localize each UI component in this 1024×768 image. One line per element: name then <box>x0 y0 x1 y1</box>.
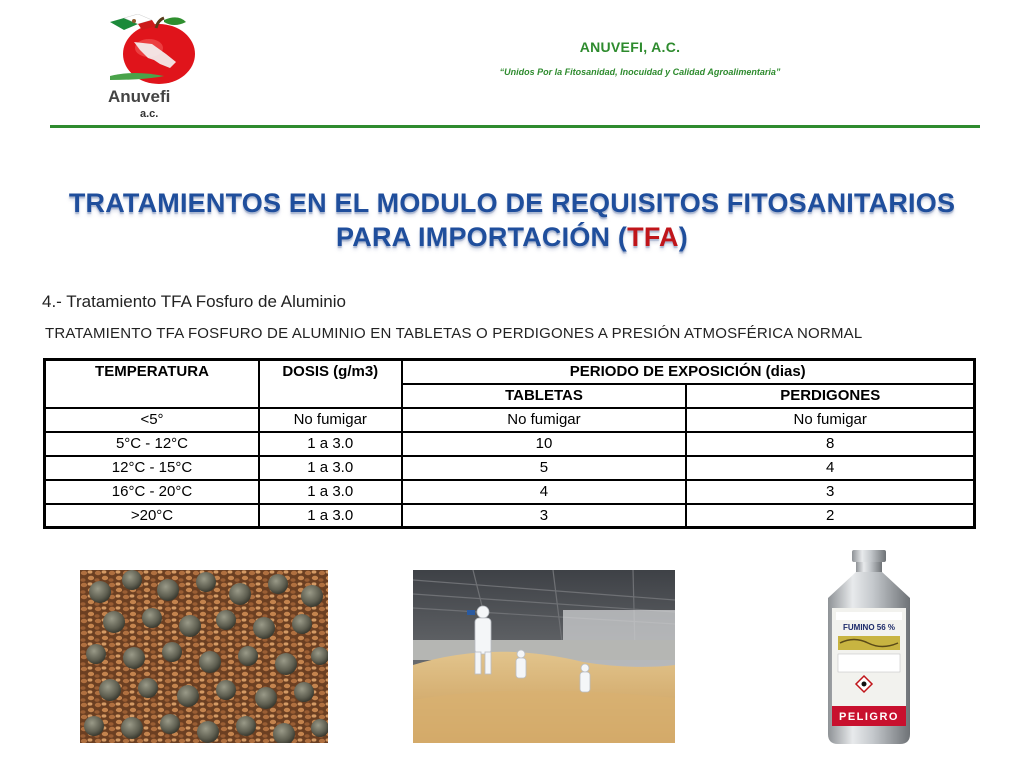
cell-pellets: 3 <box>686 480 974 504</box>
header-exposure-period: PERIODO DE EXPOSICIÓN (dias) <box>402 360 975 384</box>
title-line-1: TRATAMIENTOS EN EL MODULO DE REQUISITOS FITOSANITARIOS <box>68 188 956 218</box>
cell-tablets: 10 <box>402 432 687 456</box>
title-line-2-suffix: ) <box>678 222 688 252</box>
cell-dose: 1 a 3.0 <box>259 456 402 480</box>
logo-subtext: a.c. <box>140 108 159 120</box>
cell-dose: No fumigar <box>259 408 402 432</box>
table-row <box>45 408 975 432</box>
cell-tablets: No fumigar <box>402 408 687 432</box>
organization-slogan: “Unidos Por la Fitosanidad, Inocuidad y Calidad Agroalimentaria” <box>499 67 781 77</box>
cell-temperature: 5°C - 12°C <box>45 432 259 456</box>
header-tablets: TABLETAS <box>402 384 687 408</box>
cell-tablets: 4 <box>402 480 687 504</box>
organization-name: ANUVEFI, A.C. <box>579 39 681 55</box>
header-temperature: TEMPERATURA <box>45 360 259 408</box>
pellets-photo <box>80 570 328 743</box>
cell-pellets: 2 <box>686 504 974 528</box>
cell-tablets: 3 <box>402 504 687 528</box>
cell-pellets: 4 <box>686 456 974 480</box>
cell-dose: 1 a 3.0 <box>259 480 402 504</box>
section-subheading: TRATAMIENTO TFA FOSFURO DE ALUMINIO EN TABLETAS O PERDIGONES A PRESIÓN ATMOSFÉRICA NORMAL <box>45 325 863 342</box>
cell-temperature: 12°C - 15°C <box>45 456 259 480</box>
cell-pellets: No fumigar <box>686 408 974 432</box>
cell-dose: 1 a 3.0 <box>259 504 402 528</box>
warehouse-photo <box>413 570 675 743</box>
page-title <box>40 186 984 254</box>
header-divider <box>50 125 980 128</box>
header-pellets: PERDIGONES <box>686 384 974 408</box>
cell-tablets: 5 <box>402 456 687 480</box>
cell-temperature: >20°C <box>45 504 259 528</box>
title-line-2 <box>40 220 984 254</box>
bottle-brand-label: FUMINO 56 % <box>842 623 896 632</box>
anuvefi-logo <box>104 14 204 124</box>
table-row <box>45 432 975 456</box>
cell-temperature: 16°C - 20°C <box>45 480 259 504</box>
table-row <box>45 504 975 528</box>
bottle-danger-label: PELIGRO <box>838 711 900 723</box>
table-row <box>45 480 975 504</box>
cell-dose: 1 a 3.0 <box>259 432 402 456</box>
table-row <box>45 456 975 480</box>
logo-wordmark: Anuvefi <box>108 87 171 106</box>
fumigant-bottle-photo <box>814 548 924 748</box>
title-line-2-prefix: PARA IMPORTACIÓN ( <box>336 222 628 252</box>
cell-temperature: <5° <box>45 408 259 432</box>
cell-pellets: 8 <box>686 432 974 456</box>
treatment-table <box>43 358 976 529</box>
header-dose: DOSIS (g/m3) <box>259 360 402 408</box>
title-acronym: TFA <box>627 222 679 252</box>
section-heading: 4.- Tratamiento TFA Fosfuro de Aluminio <box>42 292 346 311</box>
